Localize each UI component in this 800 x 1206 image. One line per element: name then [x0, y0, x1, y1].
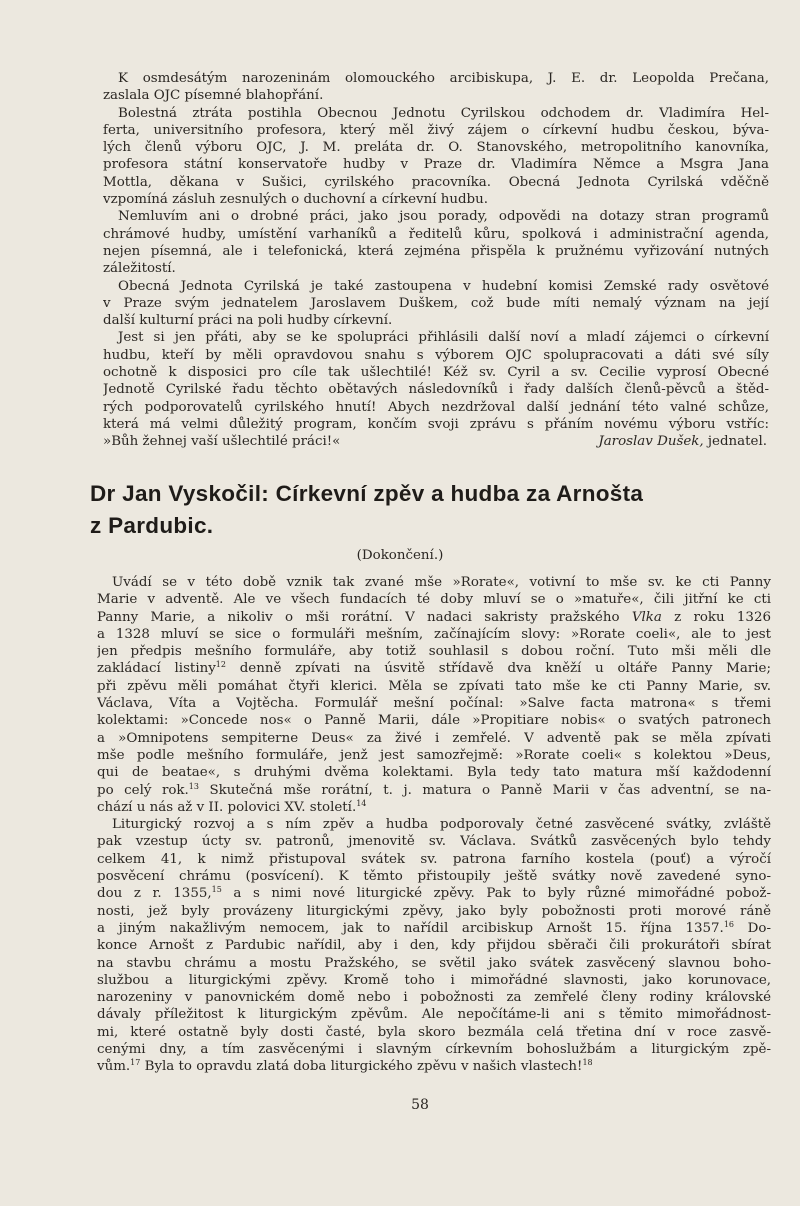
annual-report-section [103, 70, 769, 451]
text-line: pak vzestup úcty sv. patronů, jmenovitě sv. Václava. Svátků zasvěcených bylo tehdy [97, 834, 771, 850]
text-line [97, 799, 771, 816]
text-span: vům. [97, 1059, 131, 1075]
italic-text: Vlka [631, 609, 662, 625]
text-span: a s nimi nové liturgické zpěvy. Pak to byly různé mimořádné pobož- [221, 886, 771, 902]
text-line: mše podle mešního formuláře, jenž jest samozřejmě: »Rorate coeli« s kolektou »Deus, [97, 747, 771, 763]
text-span: dou z r. 1355, [97, 886, 212, 902]
text-line: Nemluvím ani o drobné práci, jako jsou porady, odpovědi na dotazy stran programů [118, 209, 769, 225]
text-line: mi, které ostatně byly dosti časté, byla skoro bezmála celá třetina dní v roce zasvě- [97, 1024, 771, 1040]
text-line: další kulturní práci na poli hudby církevní. [103, 313, 393, 329]
text-span: Byla to opravdu zlatá doba liturgického zpěvu v našich vlastech! [140, 1059, 583, 1075]
text-line: jen předpis mešního formuláře, aby totiž souhlasil s dobou roční. Tuto mši měli dle [97, 644, 771, 660]
text-line: která má velmi důležitý program, končím svoji zprávu s přáním novému výboru vstříc: [103, 416, 769, 432]
footnote-ref: 13 [188, 781, 199, 791]
text-span: z roku 1326 [661, 609, 771, 625]
text-line: posvěcení chrámu (posvícení). K těmto přistoupily ještě svátky nově zavedené syno- [97, 869, 771, 885]
text-span: Skutečná mše rorátní, t. j. matura o Panně Marii v čas adventní, se na- [198, 782, 771, 798]
text-line [97, 920, 771, 937]
text-line: Bolestná ztráta postihla Obecnou Jednotu Cyrilskou odchodem dr. Vladimíra Hel- [118, 105, 769, 121]
closing-line [103, 433, 769, 450]
text-line: vzpomíná zásluh zesnulých o duchovní a církevní hudbu. [103, 192, 489, 208]
text-line: ochotně k disposici pro cíle tak ušlechtilé! Kéž sv. Cyril a sv. Cecilie vyprosí Obecné [103, 365, 769, 381]
article-title-line-1: Dr Jan Vyskočil: Církevní zpěv a hudba za Arnošta [90, 481, 644, 506]
text-span: a jiným nakažlivým nemocem, jak to nařídil arcibiskup Arnošt 15. října 1357. [97, 920, 724, 936]
text-line: zaslala OJC písemné blahopřání. [103, 88, 324, 104]
text-line: a »Omnipotens sempiterne Deus« za živé i zemřelé. V adventě pak se měla zpívati [97, 730, 771, 746]
text-line: qui de beatae«, s druhými dvěma kolektami. Byla tedy tato matura mší každodenní [97, 765, 771, 781]
text-line: záležitostí. [103, 261, 176, 277]
text-line: profesora státní konservatoře hudby v Praze dr. Vladimíra Němce a Msgra Jana [103, 157, 769, 173]
text-line: Mottla, děkana v Sušici, cyrilského pracovníka. Obecná Jednota Cyrilská vděčně [103, 174, 769, 190]
text-line [97, 782, 771, 799]
text-line: a 1328 mluví se sice o formuláři mešním, začínajícím slovy: »Rorate coeli«, ale to jest [97, 626, 771, 642]
text-line: chrámové hudby, umístění varhaníků a ředitelů kůru, spolková i administrační agenda, [103, 226, 769, 242]
signature [598, 433, 769, 450]
text-line: dávaly příležitost k liturgickým zpěvům. Ale nepočítáme-li ani s těmito mimořádnost- [97, 1007, 771, 1023]
text-line: Obecná Jednota Cyrilská je také zastoupena v hudební komisi Zemské rady osvětové [118, 278, 769, 294]
text-line: celkem 41, k nimž přistupoval svátek sv. patrona farního kostela (pouť) a výročí [97, 851, 771, 867]
text-line: konce Arnošt z Pardubic nařídil, aby i den, kdy přijdou sběrači čili prokurátoři sbírat [97, 938, 771, 954]
text-span: denně zpívati na úsvitě střídavě dva kněží u oltáře Panny Marie; [225, 661, 771, 677]
text-span: Panny Marie, a nikoliv o mši rorátní. V nadaci sakristy pražského [97, 609, 632, 625]
article-body [97, 574, 771, 1076]
text-line: Václava, Víta a Vojtěcha. Formulář mešní počínal: »Salve facta matrona« s třemi [97, 696, 771, 712]
footnote-ref: 16 [723, 919, 735, 929]
text-line: službou a liturgickými zpěvy. Kromě toho i mimořádné slavnosti, jako korunovace, [97, 972, 771, 988]
paragraph [103, 70, 769, 105]
paragraph [103, 329, 769, 433]
text-line: na stavbu chrámu a mostu Pražského, se světil jako svátek zasvěcený slavnou boho- [97, 955, 771, 971]
text-line: Uvádí se v této době vznik tak zvané mše »Rorate«, votivní to mše sv. ke cti Panny [112, 575, 771, 590]
paragraph [97, 574, 771, 816]
text-line [97, 1058, 771, 1075]
footnote-ref: 15 [211, 885, 222, 895]
text-span: zakládací listiny [97, 661, 216, 677]
text-line: Jest si jen přáti, aby se ke spolupráci přihlásili další noví a mladí zájemci o církevní [118, 330, 769, 346]
closing-quote: »Bůh žehnej vaší ušlechtilé práci!« [103, 434, 341, 450]
text-line: Liturgický rozvoj a s ním zpěv a hudba podporovaly četné zasvěcené svátky, zvláště [112, 817, 771, 833]
signature-name: Jaroslav Dušek, [598, 434, 704, 450]
text-line: ferta, universitního profesora, který měl živý zájem o církevní hudbu českou, býva- [103, 122, 769, 138]
article-title-line-2: z Pardubic. [90, 513, 214, 538]
text-line [97, 885, 771, 902]
footnote-ref: 18 [582, 1058, 593, 1068]
footnote-ref: 14 [356, 798, 367, 808]
text-span: po celý rok. [97, 782, 189, 798]
text-line: K osmdesátým narozeninám olomouckého arcibiskupa, J. E. dr. Leopolda Prečana, [118, 71, 769, 86]
paragraph [103, 208, 769, 277]
paragraph [103, 278, 769, 330]
text-line: kolektami: »Concede nos« o Panně Marii, dále »Propitiare nobis« o svatých patronech [97, 713, 771, 729]
text-line: nosti, jež byly provázeny liturgickými zpěvy, jako byly pobožnosti proti morové ráně [97, 903, 771, 919]
text-line: Jednotě Cyrilské řadu těchto obětavých následovníků i řady dalších členů-pěvců a štěd- [103, 382, 769, 398]
footnote-ref: 12 [215, 660, 226, 670]
text-line: rých podporovatelů cyrilského hnutí! Abych nezdržoval další jednání této valné schůze, [103, 399, 769, 415]
footnote-ref: 17 [130, 1058, 141, 1068]
text-line: Marie v adventě. Ale ve všech fundacích té doby mluví se o »matuře«, čili jitřní ke cti [97, 592, 771, 608]
text-line: lých členů výboru OJC, J. M. preláta dr. O. Stanovského, metropolitního kanovníka, [103, 140, 769, 156]
text-line: narozeniny v panovnickém domě nebo i pobožnosti za zemřelé členy rodiny královské [97, 990, 771, 1006]
article-subtitle: (Dokončení.) [356, 548, 444, 563]
paragraph [103, 105, 769, 209]
article-heading [90, 478, 643, 542]
signature-role: jednatel. [703, 434, 767, 450]
text-span: Do- [734, 920, 771, 936]
paragraph [97, 816, 771, 1075]
text-line: při zpěvu měli pomáhat čtyři klerici. Měla se zpívati tato mše ke cti Panny Marie, sv. [97, 678, 771, 694]
text-line: nejen písemná, ale i telefonická, která zejména přispěla k pružnému vyřizování nutných [103, 243, 769, 259]
text-line: hudbu, kteří by měli opravdovou snahu s výborem OJC spolupracovati a dáti své síly [103, 347, 769, 363]
text-line: v Praze svým jednatelem Jaroslavem Duškem, což bude míti nemalý význam na její [103, 295, 769, 311]
text-line: cenými dny, a tím zasvěcenými i slavným církevním bohoslužbám a liturgickým zpě- [97, 1042, 771, 1058]
text-line [97, 609, 771, 626]
text-span: chází u nás až v II. polovici XV. století. [97, 799, 357, 815]
page-number: 58 [411, 1097, 429, 1113]
text-line [97, 660, 771, 677]
